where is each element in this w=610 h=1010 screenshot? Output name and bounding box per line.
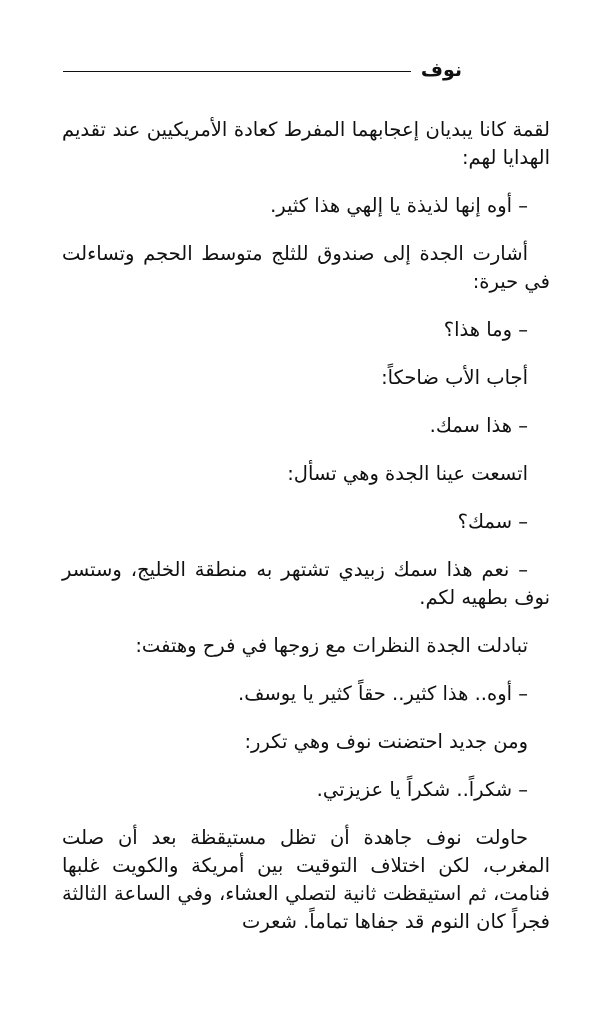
paragraph: أجاب الأب ضاحكاً:: [381, 366, 528, 389]
dialogue-line: – شكراً.. شكراً يا عزيزتي.: [316, 778, 528, 801]
dialogue-line: – أوه.. هذا كثير.. حقاً كثير يا يوسف.: [238, 682, 528, 705]
paragraph: أشارت الجدة إلى صندوق للثلج متوسط الحجم وتساءلت في حيرة:: [62, 242, 550, 293]
paragraph: اتسعت عينا الجدة وهي تسأل:: [287, 462, 528, 485]
dialogue-line: – أوه إنها لذيذة يا إلهي هذا كثير.: [270, 194, 528, 217]
dialogue-line: – نعم هذا سمك زبيدي تشتهر به منطقة الخليج، وستسر نوف بطهيه لكم.: [62, 558, 550, 609]
dialogue-line: – سمك؟: [457, 510, 528, 533]
paragraph: تبادلت الجدة النظرات مع زوجها في فرح وهتفت:: [135, 634, 528, 657]
body-text: [62, 116, 550, 936]
paragraph: لقمة كانا يبديان إعجابهما المفرط كعادة الأمريكيين عند تقديم الهدايا لهم:: [62, 118, 550, 169]
paragraph: حاولت نوف جاهدة أن تظل مستيقظة بعد أن صلت المغرب، لكن اختلاف التوقيت بين أمريكة والكويت غلبها فنامت، ثم استيقظت ثانية لتصلي العشاء، وفي الساعة الثالثة فجراً كان النوم قد جفاها تماماً. شعرت: [62, 826, 550, 933]
dialogue-line: – هذا سمك.: [429, 414, 528, 437]
paragraph: ومن جديد احتضنت نوف وهي تكرر:: [244, 730, 528, 753]
dialogue-line: – وما هذا؟: [443, 318, 528, 341]
header-rule: [63, 71, 411, 72]
running-header: [62, 58, 462, 82]
chapter-title: نوف: [420, 59, 462, 81]
